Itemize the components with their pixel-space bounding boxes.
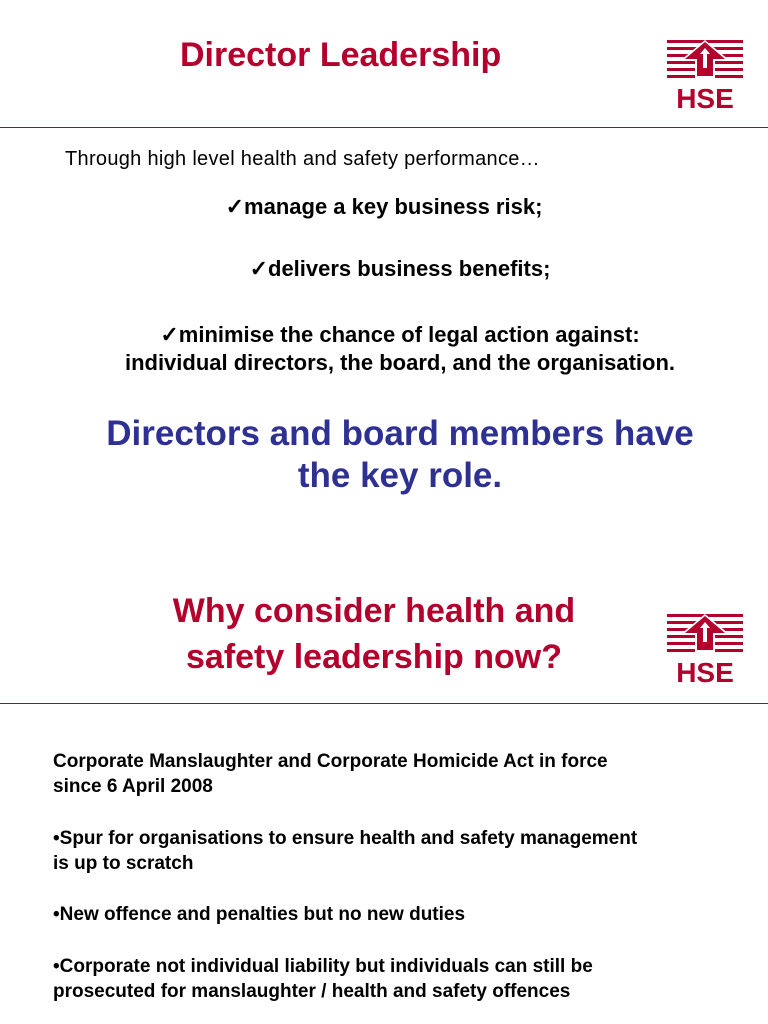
- bullet-2-line-1: •New offence and penalties but no new duties: [53, 904, 466, 925]
- check-icon: ✓: [160, 322, 179, 347]
- slide1-title: Director Leadership: [180, 36, 502, 74]
- check-icon: ✓: [225, 194, 245, 219]
- hse-logo-2: [667, 612, 743, 684]
- check-item-3-continuation: individual directors, the board, and the organisation.: [124, 350, 676, 375]
- bullet-3-line-2: prosecuted for manslaughter / health and safety offences: [53, 981, 571, 1002]
- slide1-intro: Through high level health and safety performance…: [65, 148, 540, 170]
- check-item-3: [0, 322, 768, 348]
- check-item-2-text: delivers business benefits;: [268, 256, 551, 281]
- bullet-1-line-2: is up to scratch: [53, 853, 194, 874]
- slide2-title-line-2: safety leadership now?: [186, 638, 562, 676]
- hse-logo-icon: [667, 612, 743, 684]
- bullet-3-line-1: •Corporate not individual liability but individuals can still be: [53, 956, 593, 977]
- hse-logo: [667, 38, 743, 110]
- slide1-divider: [0, 127, 768, 128]
- hse-logo-text: HSE: [676, 83, 734, 110]
- check-item-1: [0, 194, 768, 220]
- hse-logo-text: HSE: [676, 657, 734, 684]
- act-line-2: since 6 April 2008: [53, 776, 213, 797]
- check-item-2: [0, 256, 768, 282]
- hse-logo-icon: [667, 38, 743, 110]
- act-line-1: Corporate Manslaughter and Corporate Homicide Act in force: [53, 751, 608, 772]
- check-item-3-text: minimise the chance of legal action against:: [178, 322, 640, 347]
- emphasis-line-1: Directors and board members have: [106, 414, 694, 453]
- slide2-divider: [0, 703, 768, 704]
- check-icon: ✓: [249, 256, 268, 281]
- check-item-1-text: manage a key business risk;: [244, 194, 543, 219]
- slide2-title-line-1: Why consider health and: [172, 592, 576, 630]
- emphasis-line-2: the key role.: [297, 456, 503, 495]
- bullet-1-line-1: •Spur for organisations to ensure health and safety management: [53, 828, 638, 849]
